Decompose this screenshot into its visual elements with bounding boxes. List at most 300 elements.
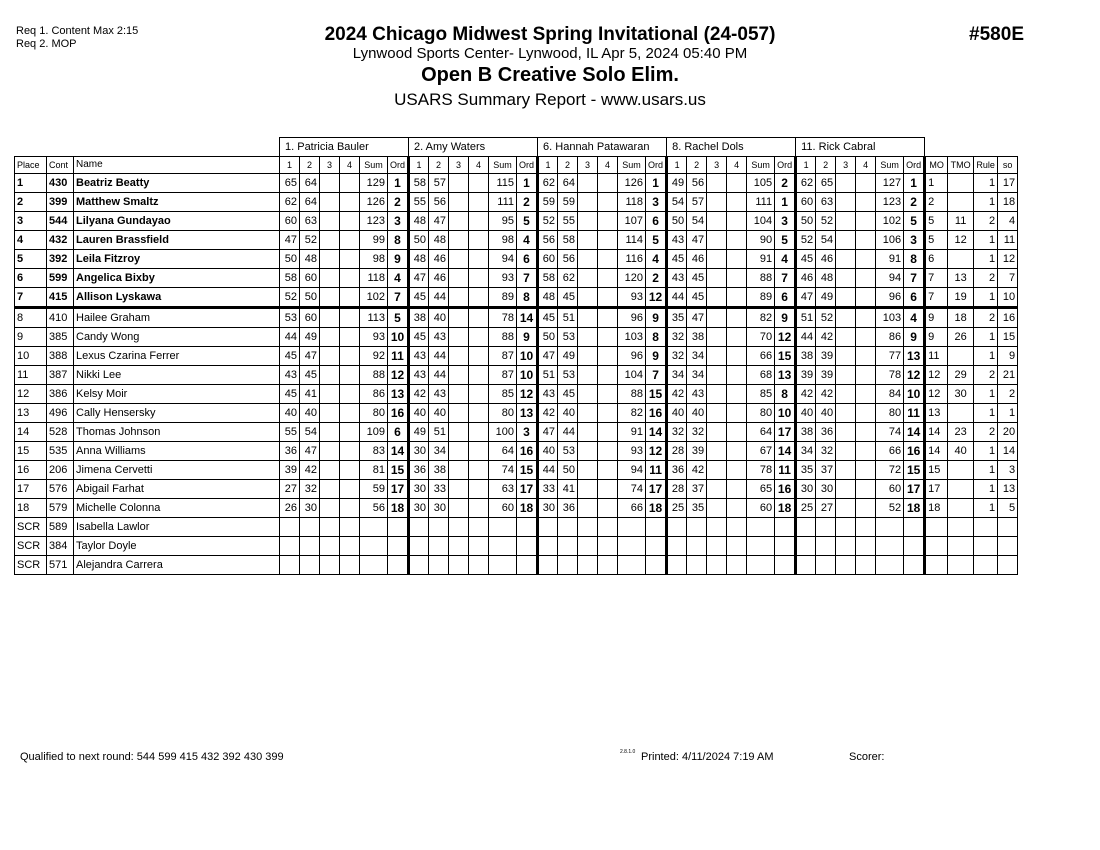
tmo-cell: 30 — [948, 385, 974, 404]
cont-cell: 384 — [47, 537, 74, 556]
score-3-cell — [320, 404, 340, 423]
score-2-cell: 45 — [558, 288, 578, 308]
ord-cell — [646, 518, 667, 537]
score-1-cell: 42 — [409, 385, 429, 404]
score-1-cell: 60 — [538, 250, 558, 269]
sum-cell: 123 — [876, 193, 904, 212]
score-1-cell — [796, 556, 816, 575]
score-2-cell: 30 — [300, 499, 320, 518]
rule-cell — [974, 537, 998, 556]
score-3-cell — [578, 212, 598, 231]
ord-cell: 3 — [775, 212, 796, 231]
score-2-cell: 51 — [429, 423, 449, 442]
mo-cell: 9 — [925, 328, 948, 347]
ord-cell — [388, 518, 409, 537]
score-1-cell: 45 — [280, 385, 300, 404]
ord-cell: 3 — [904, 231, 925, 250]
score-3-cell — [320, 212, 340, 231]
score-4-cell — [727, 174, 747, 193]
score-1-cell: 27 — [280, 480, 300, 499]
ord-cell — [646, 556, 667, 575]
score-4-cell — [340, 328, 360, 347]
score-4-cell — [340, 288, 360, 308]
score-1-cell: 48 — [409, 212, 429, 231]
score-3-cell — [449, 366, 469, 385]
ord-cell: 15 — [646, 385, 667, 404]
ord-cell: 1 — [646, 174, 667, 193]
sum-cell — [489, 556, 517, 575]
score-3-cell — [578, 442, 598, 461]
score-2-cell: 53 — [558, 328, 578, 347]
table-row — [15, 518, 1018, 537]
score-2-cell: 40 — [687, 404, 707, 423]
ord-cell — [517, 556, 538, 575]
score-header: 2 — [300, 157, 320, 174]
name-cell: Alejandra Carrera — [74, 556, 280, 575]
score-4-cell — [340, 308, 360, 328]
so-cell: 18 — [998, 193, 1018, 212]
cont-cell: 599 — [47, 269, 74, 288]
judges-row-spacer — [925, 138, 1018, 157]
ord-cell: 1 — [904, 174, 925, 193]
tmo-cell: 19 — [948, 288, 974, 308]
score-4-cell — [598, 404, 618, 423]
ord-cell: 3 — [517, 423, 538, 442]
score-1-cell: 52 — [538, 212, 558, 231]
score-2-cell: 43 — [429, 385, 449, 404]
score-4-cell — [469, 212, 489, 231]
ord-cell: 2 — [517, 193, 538, 212]
sum-cell: 102 — [360, 288, 388, 308]
sum-cell: 94 — [876, 269, 904, 288]
score-2-cell: 46 — [687, 250, 707, 269]
score-1-cell: 43 — [409, 366, 429, 385]
ord-cell: 9 — [646, 308, 667, 328]
score-3-cell — [836, 269, 856, 288]
score-1-cell — [667, 518, 687, 537]
sum-cell: 65 — [747, 480, 775, 499]
score-4-cell — [856, 231, 876, 250]
score-1-cell: 47 — [538, 423, 558, 442]
score-2-cell: 64 — [558, 174, 578, 193]
ord-cell — [904, 518, 925, 537]
ord-cell: 5 — [388, 308, 409, 328]
score-3-cell — [836, 423, 856, 442]
score-2-cell: 42 — [816, 385, 836, 404]
score-3-cell — [449, 404, 469, 423]
table-row — [15, 308, 1018, 328]
score-4-cell — [856, 174, 876, 193]
score-4-cell — [727, 231, 747, 250]
table-row — [15, 423, 1018, 442]
ord-cell: 18 — [775, 499, 796, 518]
ord-cell: 8 — [775, 385, 796, 404]
score-2-cell: 27 — [816, 499, 836, 518]
sum-cell: 64 — [489, 442, 517, 461]
ord-cell: 14 — [388, 442, 409, 461]
sum-cell: 59 — [360, 480, 388, 499]
mo-cell: 12 — [925, 385, 948, 404]
sum-cell: 103 — [876, 308, 904, 328]
score-3-cell — [449, 308, 469, 328]
score-4-cell — [856, 404, 876, 423]
score-2-cell: 32 — [816, 442, 836, 461]
ord-header: Ord — [646, 157, 667, 174]
score-3-cell — [707, 423, 727, 442]
score-1-cell: 25 — [667, 499, 687, 518]
name-cell: Anna Williams — [74, 442, 280, 461]
score-2-cell — [816, 537, 836, 556]
score-4-cell — [856, 308, 876, 328]
sum-cell: 129 — [360, 174, 388, 193]
score-1-cell: 48 — [409, 250, 429, 269]
table-row — [15, 212, 1018, 231]
score-3-cell — [707, 231, 727, 250]
score-1-cell: 39 — [796, 366, 816, 385]
tmo-cell: 12 — [948, 231, 974, 250]
rule-cell: 1 — [974, 193, 998, 212]
score-3-cell — [320, 288, 340, 308]
requirement-2: Req 2. MOP — [16, 38, 77, 50]
sum-cell: 126 — [360, 193, 388, 212]
score-3-cell — [836, 385, 856, 404]
rule-cell: 1 — [974, 404, 998, 423]
ord-cell: 9 — [517, 328, 538, 347]
score-1-cell: 45 — [538, 308, 558, 328]
ord-cell: 3 — [388, 212, 409, 231]
ord-cell: 9 — [904, 328, 925, 347]
score-3-cell — [449, 423, 469, 442]
tmo-cell: 40 — [948, 442, 974, 461]
score-1-cell: 42 — [538, 404, 558, 423]
score-4-cell — [598, 442, 618, 461]
score-4-cell — [469, 174, 489, 193]
rule-cell: 2 — [974, 269, 998, 288]
mo-cell: 12 — [925, 366, 948, 385]
sum-cell: 74 — [618, 480, 646, 499]
ord-cell — [904, 537, 925, 556]
score-2-cell — [300, 537, 320, 556]
mo-cell: 1 — [925, 174, 948, 193]
mo-cell: 9 — [925, 308, 948, 328]
score-3-cell — [449, 269, 469, 288]
sum-cell: 88 — [747, 269, 775, 288]
score-1-cell: 65 — [280, 174, 300, 193]
score-3-cell — [449, 556, 469, 575]
sum-cell: 91 — [876, 250, 904, 269]
score-3-cell — [836, 212, 856, 231]
score-2-cell: 42 — [687, 461, 707, 480]
so-cell: 16 — [998, 308, 1018, 328]
score-header: 2 — [429, 157, 449, 174]
score-2-cell: 54 — [816, 231, 836, 250]
score-4-cell — [340, 461, 360, 480]
score-1-cell: 28 — [667, 480, 687, 499]
score-1-cell: 45 — [409, 288, 429, 308]
score-3-cell — [707, 537, 727, 556]
table-row — [15, 193, 1018, 212]
ord-cell: 12 — [646, 442, 667, 461]
ord-cell: 4 — [904, 308, 925, 328]
ord-cell — [775, 537, 796, 556]
score-4-cell — [469, 269, 489, 288]
table-row — [15, 250, 1018, 269]
score-1-cell: 49 — [667, 174, 687, 193]
ord-cell: 14 — [517, 308, 538, 328]
rule-cell — [974, 518, 998, 537]
score-2-cell: 41 — [300, 385, 320, 404]
score-4-cell — [856, 442, 876, 461]
score-1-cell: 40 — [796, 404, 816, 423]
score-header: 1 — [796, 157, 816, 174]
score-3-cell — [578, 174, 598, 193]
score-4-cell — [856, 423, 876, 442]
score-3-cell — [707, 308, 727, 328]
ord-cell: 16 — [517, 442, 538, 461]
sum-cell: 115 — [489, 174, 517, 193]
score-1-cell: 34 — [796, 442, 816, 461]
score-2-cell: 41 — [558, 480, 578, 499]
name-cell: Taylor Doyle — [74, 537, 280, 556]
tmo-header: TMO — [948, 157, 974, 174]
rule-cell: 2 — [974, 308, 998, 328]
ord-cell: 17 — [904, 480, 925, 499]
rule-cell: 2 — [974, 423, 998, 442]
sum-cell: 77 — [876, 347, 904, 366]
tmo-cell — [948, 461, 974, 480]
score-3-cell — [578, 366, 598, 385]
score-1-cell: 45 — [280, 347, 300, 366]
cont-cell: 528 — [47, 423, 74, 442]
ord-cell: 2 — [904, 193, 925, 212]
name-cell: Hailee Graham — [74, 308, 280, 328]
score-2-cell: 44 — [558, 423, 578, 442]
score-4-cell — [727, 423, 747, 442]
score-3-cell — [320, 347, 340, 366]
sum-cell: 104 — [747, 212, 775, 231]
score-3-cell — [320, 231, 340, 250]
score-2-cell: 39 — [816, 366, 836, 385]
tmo-cell — [948, 499, 974, 518]
cont-cell: 544 — [47, 212, 74, 231]
table-row — [15, 537, 1018, 556]
name-cell: Jimena Cervetti — [74, 461, 280, 480]
sum-cell: 82 — [747, 308, 775, 328]
score-1-cell: 62 — [538, 174, 558, 193]
rule-cell: 1 — [974, 461, 998, 480]
score-4-cell — [469, 499, 489, 518]
score-2-cell: 60 — [300, 269, 320, 288]
place-cell: 3 — [15, 212, 47, 231]
score-2-cell: 59 — [558, 193, 578, 212]
so-header: so — [998, 157, 1018, 174]
place-cell: 5 — [15, 250, 47, 269]
score-4-cell — [598, 288, 618, 308]
table-row — [15, 499, 1018, 518]
score-4-cell — [340, 537, 360, 556]
score-2-cell: 47 — [429, 212, 449, 231]
score-3-cell — [320, 269, 340, 288]
score-1-cell — [409, 556, 429, 575]
table-row — [15, 288, 1018, 308]
score-4-cell — [598, 556, 618, 575]
ord-cell: 18 — [646, 499, 667, 518]
cont-cell: 571 — [47, 556, 74, 575]
score-1-cell: 36 — [280, 442, 300, 461]
score-3-cell — [707, 366, 727, 385]
score-4-cell — [856, 212, 876, 231]
score-1-cell: 52 — [280, 288, 300, 308]
name-cell: Nikki Lee — [74, 366, 280, 385]
score-1-cell: 44 — [667, 288, 687, 308]
ord-cell: 7 — [517, 269, 538, 288]
ord-cell: 14 — [775, 442, 796, 461]
sum-cell — [876, 556, 904, 575]
score-1-cell: 34 — [667, 366, 687, 385]
ord-cell: 12 — [646, 288, 667, 308]
ord-cell: 10 — [904, 385, 925, 404]
score-2-cell: 62 — [558, 269, 578, 288]
sum-header: Sum — [618, 157, 646, 174]
score-2-cell: 46 — [429, 269, 449, 288]
ord-cell — [775, 556, 796, 575]
score-4-cell — [598, 231, 618, 250]
score-2-cell: 58 — [558, 231, 578, 250]
score-1-cell: 46 — [796, 269, 816, 288]
score-2-cell: 36 — [558, 499, 578, 518]
score-4-cell — [469, 480, 489, 499]
name-cell: Allison Lyskawa — [74, 288, 280, 308]
score-3-cell — [320, 461, 340, 480]
sum-cell: 66 — [618, 499, 646, 518]
score-4-cell — [856, 250, 876, 269]
score-2-cell: 45 — [300, 366, 320, 385]
ord-cell: 5 — [904, 212, 925, 231]
score-3-cell — [578, 288, 598, 308]
score-1-cell: 54 — [667, 193, 687, 212]
ord-cell — [517, 518, 538, 537]
score-2-cell: 33 — [429, 480, 449, 499]
score-4-cell — [598, 250, 618, 269]
score-3-cell — [836, 480, 856, 499]
so-cell — [998, 518, 1018, 537]
sum-cell: 91 — [618, 423, 646, 442]
score-3-cell — [449, 231, 469, 250]
score-3-cell — [707, 212, 727, 231]
score-2-cell: 53 — [558, 366, 578, 385]
name-cell: Lauren Brassfield — [74, 231, 280, 250]
score-4-cell — [469, 461, 489, 480]
so-cell: 12 — [998, 250, 1018, 269]
ord-cell: 1 — [388, 174, 409, 193]
cont-cell: 387 — [47, 366, 74, 385]
score-4-cell — [340, 366, 360, 385]
ord-cell: 10 — [517, 366, 538, 385]
score-3-cell — [578, 347, 598, 366]
score-1-cell: 26 — [280, 499, 300, 518]
score-2-cell: 52 — [816, 212, 836, 231]
score-4-cell — [340, 556, 360, 575]
ord-cell: 9 — [388, 250, 409, 269]
sum-cell: 78 — [747, 461, 775, 480]
score-3-cell — [578, 231, 598, 250]
score-4-cell — [598, 461, 618, 480]
score-1-cell: 43 — [409, 347, 429, 366]
score-4-cell — [340, 480, 360, 499]
score-2-cell: 57 — [687, 193, 707, 212]
sum-cell — [489, 537, 517, 556]
score-2-cell: 49 — [816, 288, 836, 308]
sum-cell: 80 — [489, 404, 517, 423]
ord-cell: 11 — [646, 461, 667, 480]
score-1-cell: 36 — [667, 461, 687, 480]
score-1-cell: 35 — [667, 308, 687, 328]
sum-cell: 109 — [360, 423, 388, 442]
so-cell: 4 — [998, 212, 1018, 231]
score-2-cell — [687, 556, 707, 575]
mo-cell — [925, 518, 948, 537]
rule-cell: 1 — [974, 231, 998, 250]
score-3-cell — [320, 423, 340, 442]
tmo-cell — [948, 193, 974, 212]
place-cell: 14 — [15, 423, 47, 442]
score-2-cell: 56 — [429, 193, 449, 212]
score-2-cell: 39 — [816, 347, 836, 366]
sum-cell: 105 — [747, 174, 775, 193]
score-2-cell — [816, 518, 836, 537]
score-4-cell — [727, 193, 747, 212]
sum-cell: 66 — [876, 442, 904, 461]
score-2-cell — [558, 556, 578, 575]
sum-cell: 81 — [360, 461, 388, 480]
mo-cell: 18 — [925, 499, 948, 518]
score-1-cell: 55 — [409, 193, 429, 212]
sum-cell: 127 — [876, 174, 904, 193]
sum-cell: 74 — [489, 461, 517, 480]
score-3-cell — [836, 328, 856, 347]
score-2-cell: 46 — [429, 250, 449, 269]
score-1-cell: 40 — [409, 404, 429, 423]
place-cell: 7 — [15, 288, 47, 308]
score-2-cell: 57 — [429, 174, 449, 193]
sum-cell: 60 — [747, 499, 775, 518]
sum-cell: 120 — [618, 269, 646, 288]
score-header: 1 — [280, 157, 300, 174]
ord-cell: 17 — [388, 480, 409, 499]
ord-cell: 1 — [775, 193, 796, 212]
score-3-cell — [707, 269, 727, 288]
score-1-cell: 30 — [538, 499, 558, 518]
ord-cell: 9 — [646, 347, 667, 366]
mo-cell: 14 — [925, 423, 948, 442]
score-4-cell — [598, 366, 618, 385]
name-cell: Matthew Smaltz — [74, 193, 280, 212]
so-cell — [998, 537, 1018, 556]
ord-cell: 18 — [517, 499, 538, 518]
score-header: 3 — [449, 157, 469, 174]
sum-cell: 63 — [489, 480, 517, 499]
sum-cell: 74 — [876, 423, 904, 442]
sum-cell: 96 — [618, 347, 646, 366]
ord-cell: 10 — [775, 404, 796, 423]
ord-cell: 16 — [904, 442, 925, 461]
sum-cell: 118 — [360, 269, 388, 288]
so-cell: 1 — [998, 404, 1018, 423]
score-2-cell: 34 — [687, 347, 707, 366]
sum-cell: 78 — [489, 308, 517, 328]
sum-cell — [618, 537, 646, 556]
score-2-cell: 52 — [300, 231, 320, 250]
